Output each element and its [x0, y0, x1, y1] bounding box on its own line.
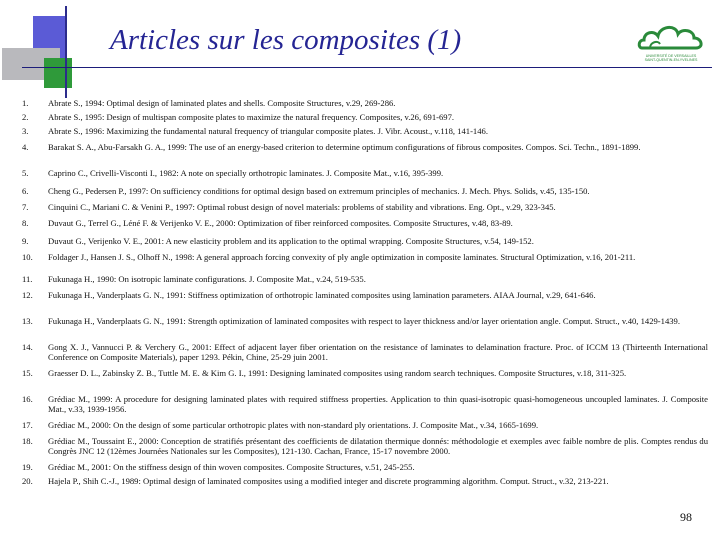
reference-number: 15.	[22, 368, 33, 378]
logo-caption	[636, 54, 706, 62]
reference-text: Graesser D. L., Zabinsky Z. B., Tuttle M. E. & Kim G. I., 1991: Designing laminated composites using random search techniques. Composite Structures, v.18, 311-325.	[48, 368, 627, 378]
logo-line-2: SAINT-QUENTIN-EN-YVELINES	[644, 58, 698, 62]
university-logo	[636, 18, 706, 70]
cloud-logo-icon	[636, 18, 706, 54]
decor-vertical-line	[65, 6, 67, 98]
reference-text: Duvaut G., Terrel G., Léné F. & Verijenko V. E., 2000: Optimization of fiber reinforced composites. Composite Structures, v.48, 83-89.	[48, 218, 513, 228]
reference-number: 20.	[22, 476, 33, 486]
reference-text: Barakat S. A., Abu-Farsakh G. A., 1999: The use of an energy-based criterion to determine optimum configurations of fibrous composites. Compos. Sci. Techn., 1891-1899.	[48, 142, 641, 152]
reference-number: 9.	[22, 236, 29, 246]
title-divider	[22, 67, 712, 68]
reference-text: Grédiac M., 2000: On the design of some particular orthotropic plates with non-standard ply orientations. J. Composite Mat., v.34, 1665-1699.	[48, 420, 539, 430]
reference-number: 18.	[22, 436, 33, 446]
reference-text: Grédiac M., Toussaint E., 2000: Conception de stratifiés présentant des coefficients de dilatation thermique donnés: méthodologie et exemples avec faible nombre de plis. Comptes rendus du Congrès JNC 12 (12èmes Journées Nationales sur les Composites), 121-130. Cachan, France, 15-17 novembre 2000.	[48, 436, 708, 456]
reference-number: 19.	[22, 462, 33, 472]
reference-text: Cinquini C., Mariani C. & Venini P., 1997: Optimal robust design of novel materials: problems of stability and vibrations. Eng. Opt., v.29, 323-345.	[48, 202, 556, 212]
reference-text: Grédiac M., 2001: On the stiffness design of thin woven composites. Composite Structures, v.51, 245-255.	[48, 462, 415, 472]
reference-number: 2.	[22, 112, 29, 122]
reference-number: 11.	[22, 274, 33, 284]
reference-text: Fukunaga H., 1990: On isotropic laminate configurations. J. Composite Mat., v.24, 519-535.	[48, 274, 366, 284]
reference-text: Caprino C., Crivelli-Visconti I., 1982: A note on specially orthotropic laminates. J. Composite Mat., v.16, 395-399.	[48, 168, 444, 178]
reference-text: Gong X. J., Vannucci P. & Verchery G., 2001: Effect of adjacent layer fiber orientation on the resistance of laminates to delamination fracture. Proc. of ICCM 13 (Thirteenth International Conference on Composite Materials), paper 1293. Pékin, Chine, 25-29 juin 2001.	[48, 342, 708, 362]
reference-text: Cheng G., Pedersen P., 1997: On sufficiency conditions for optimal design based on extremum principles of mechanics. J. Mech. Phys. Solids, v.45, 135-150.	[48, 186, 590, 196]
page-number: 98	[680, 510, 692, 524]
reference-number: 13.	[22, 316, 33, 326]
reference-number: 17.	[22, 420, 33, 430]
reference-number: 7.	[22, 202, 29, 212]
reference-text: Abrate S., 1996: Maximizing the fundamental natural frequency of triangular composite plates. J. Vibr. Acoust., v.118, 141-146.	[48, 126, 488, 136]
page-title: Articles sur les composites (1)	[110, 24, 462, 56]
reference-text: Fukunaga H., Vanderplaats G. N., 1991: Stiffness optimization of orthotropic laminated composites using lamination parameters. AIAA Journal, v.29, 641-646.	[48, 290, 596, 300]
reference-number: 16.	[22, 394, 33, 404]
reference-number: 10.	[22, 252, 33, 262]
reference-text: Abrate S., 1994: Optimal design of laminated plates and shells. Composite Structures, v.29, 269-286.	[48, 98, 396, 108]
decor-green-square	[44, 58, 72, 88]
reference-number: 6.	[22, 186, 29, 196]
reference-number: 3.	[22, 126, 29, 136]
reference-number: 12.	[22, 290, 33, 300]
reference-number: 14.	[22, 342, 33, 352]
reference-number: 8.	[22, 218, 29, 228]
reference-text: Hajela P., Shih C.-J., 1989: Optimal design of laminated composites using a modified integer and discrete programming algorithm. Comput. Struct., v.32, 213-221.	[48, 476, 609, 486]
reference-text: Duvaut G., Verijenko V. E., 2001: A new elasticity problem and its application to the optimal wrapping. Composite Structures, v.54, 149-152.	[48, 236, 534, 246]
logo-line-1: UNIVERSITÉ DE VERSAILLES	[645, 54, 697, 58]
reference-number: 4.	[22, 142, 29, 152]
reference-text: Grédiac M., 1999: A procedure for designing laminated plates with required stiffness properties. Application to thin quasi-isotropic quasi-homogeneous uncoupled laminates. J. Composite Mat., v.33, 1939-1956.	[48, 394, 708, 414]
reference-number: 1.	[22, 98, 29, 108]
reference-text: Foldager J., Hansen J. S., Olhoff N., 1998: A general approach forcing convexity of ply angle optimization in composite laminates. Structural Optimization, v.16, 201-211.	[48, 252, 636, 262]
reference-text: Abrate S., 1995: Design of multispan composite plates to maximize the natural frequency. Composites, v.26, 691-697.	[48, 112, 455, 122]
reference-number: 5.	[22, 168, 29, 178]
reference-text: Fukunaga H., Vanderplaats G. N., 1991: Strength optimization of laminated composites with respect to layer thickness and/or layer orientation angle. Comput. Struct., v.40, 1429-1439.	[48, 316, 680, 326]
